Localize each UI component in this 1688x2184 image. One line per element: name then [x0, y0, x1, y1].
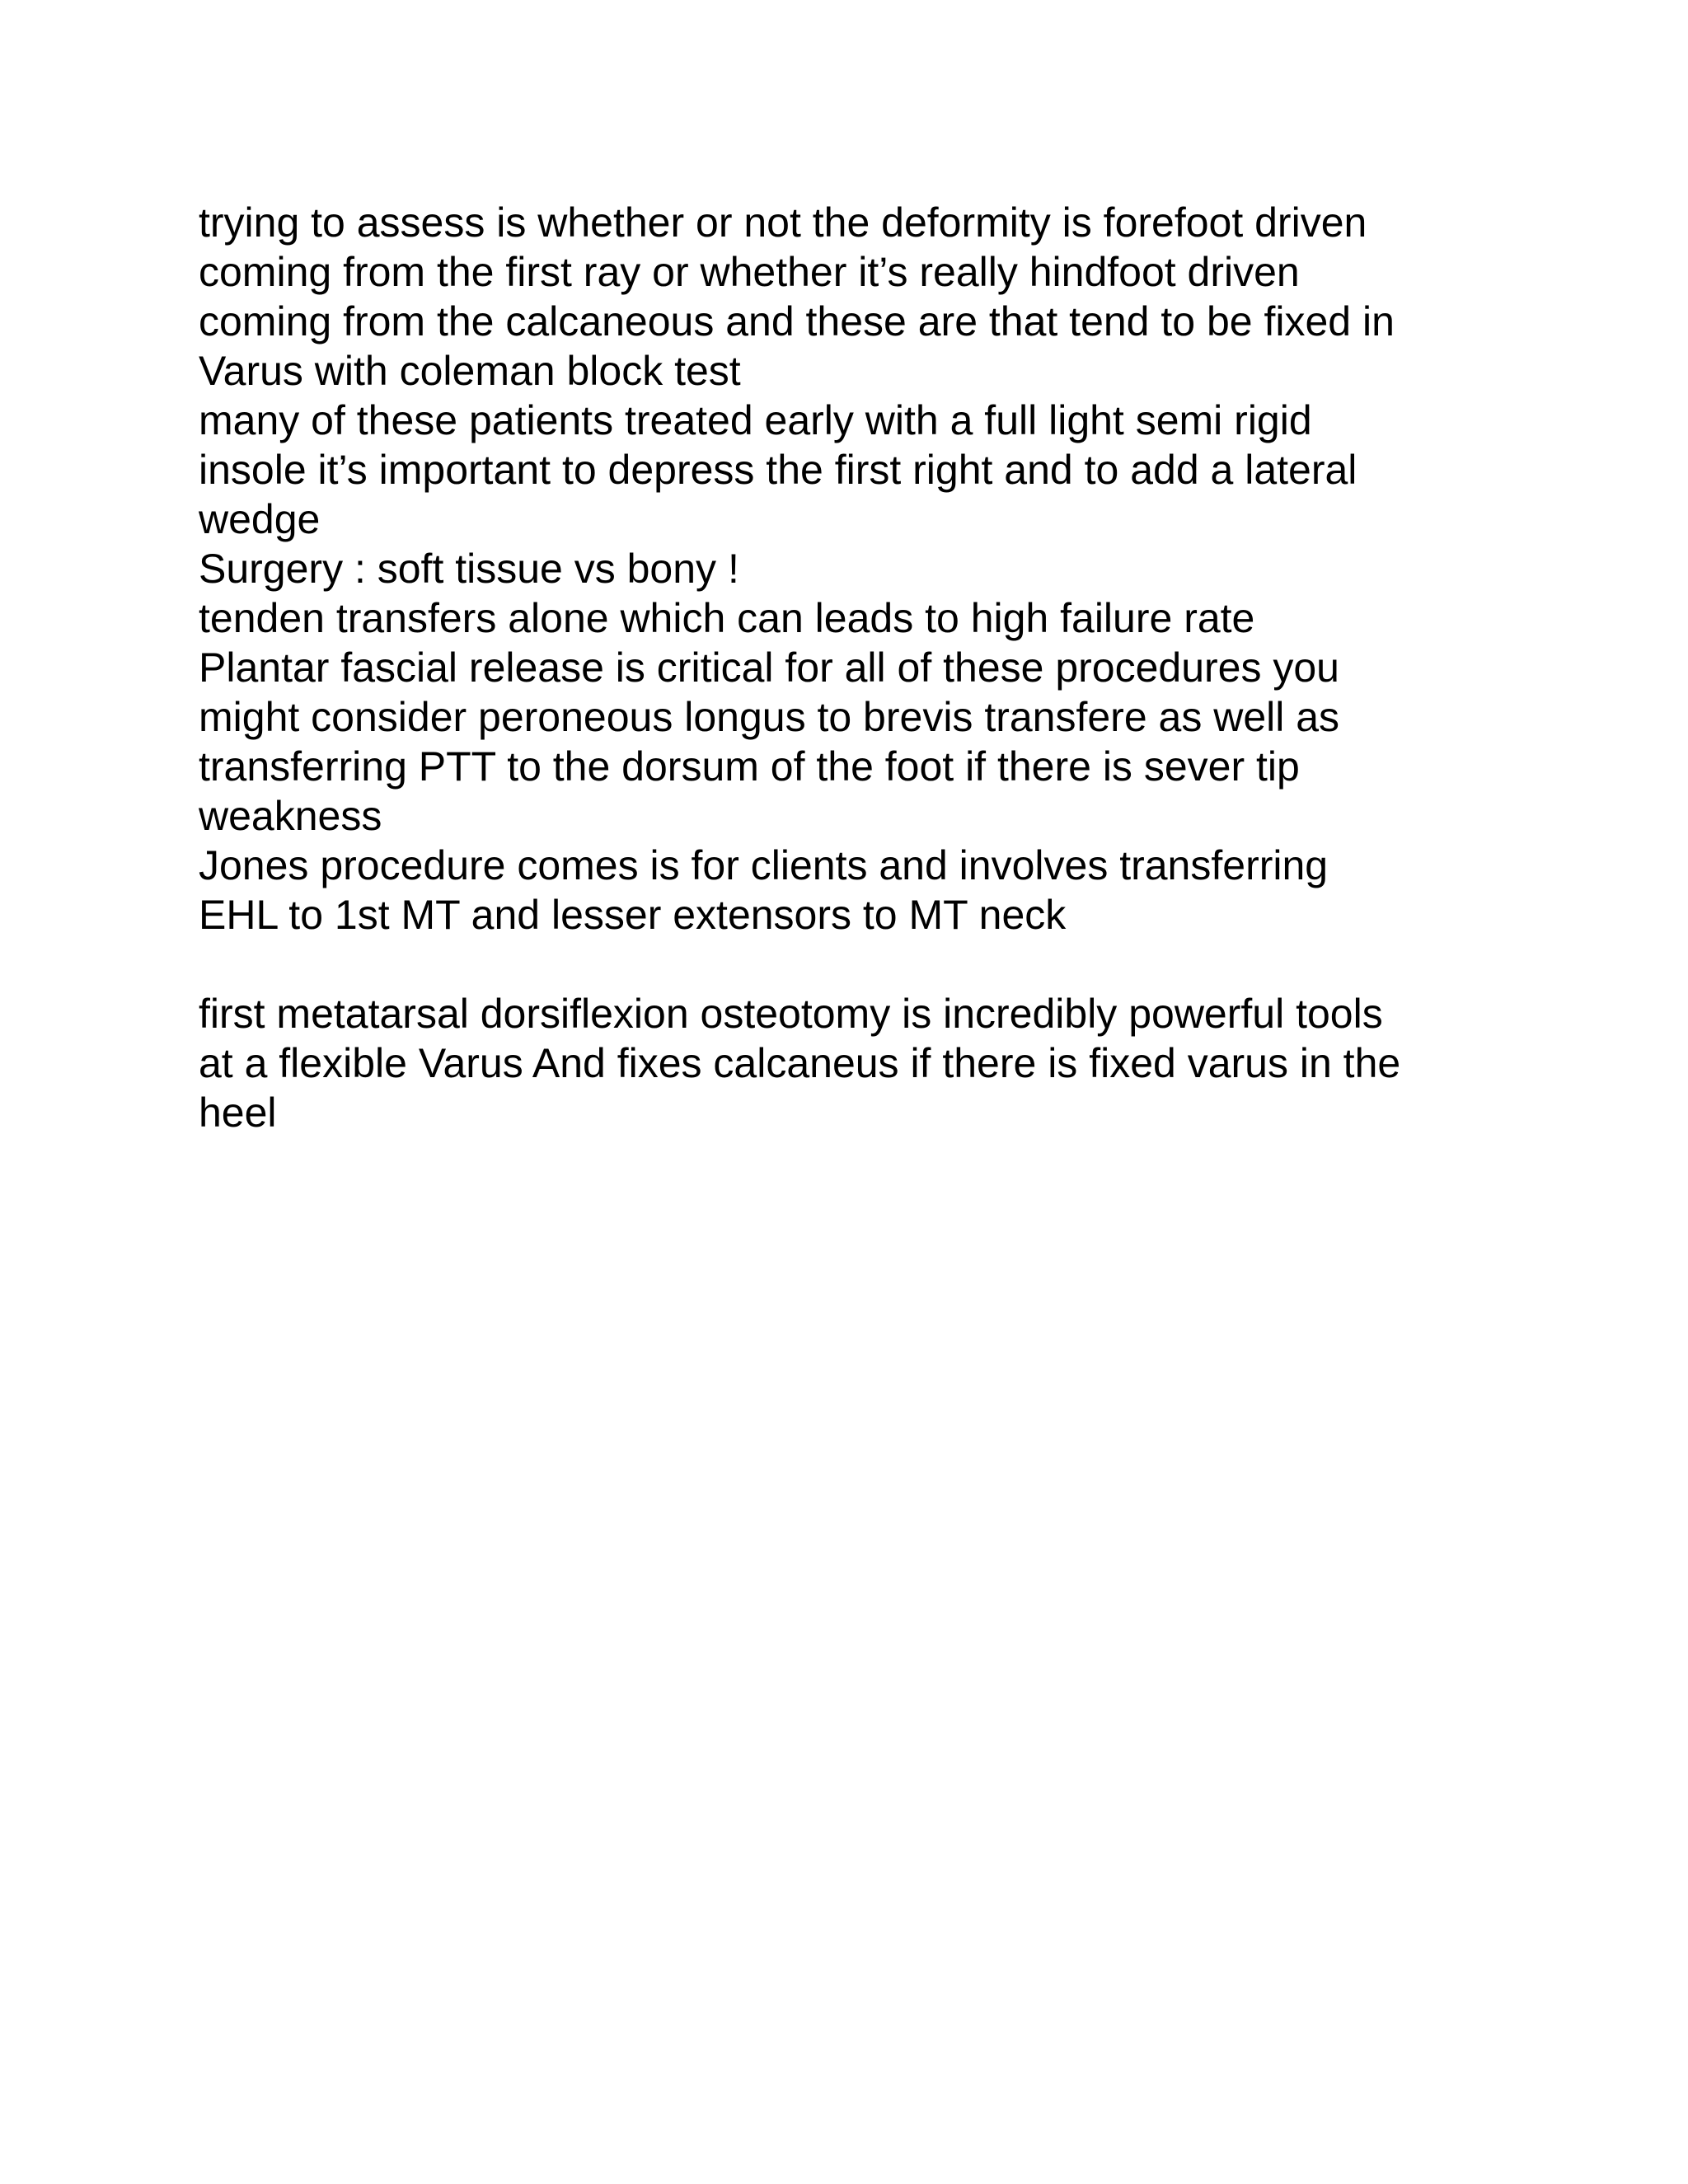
- text-line: weakness: [199, 793, 382, 839]
- text-line: coming from the first ray or whether it’s really hindfoot driven: [199, 249, 1300, 295]
- text-line: Jones procedure comes is for clients and involves transferring: [199, 842, 1329, 888]
- text-line: many of these patients treated early with a full light semi rigid: [199, 397, 1312, 443]
- document-body: [199, 198, 1517, 1137]
- text-line: heel: [199, 1090, 277, 1136]
- text-line: Plantar fascial release is critical for all of these procedures you: [199, 644, 1339, 691]
- text-line: transferring PTT to the dorsum of the foot if there is sever tip: [199, 743, 1300, 790]
- text-line: insole it’s important to depress the first right and to add a lateral: [199, 447, 1357, 493]
- text-line: Varus with coleman block test: [199, 348, 741, 394]
- text-line: at a flexible Varus And fixes calcaneus if there is fixed varus in the: [199, 1040, 1401, 1086]
- text-line: might consider peroneous longus to brevis transfere as well as: [199, 694, 1340, 740]
- text-line: EHL to 1st MT and lesser extensors to MT neck: [199, 892, 1067, 938]
- text-line: Surgery : soft tissue vs bony !: [199, 546, 739, 592]
- text-line: trying to assess is whether or not the deformity is forefoot driven: [199, 199, 1367, 246]
- text-line: wedge: [199, 496, 321, 542]
- blank-line: [199, 940, 1517, 989]
- text-line: first metatarsal dorsiflexion osteotomy is incredibly powerful tools: [199, 991, 1383, 1037]
- text-line: tenden transfers alone which can leads to high failure rate: [199, 595, 1255, 641]
- text-line: coming from the calcaneous and these are that tend to be fixed in: [199, 298, 1395, 344]
